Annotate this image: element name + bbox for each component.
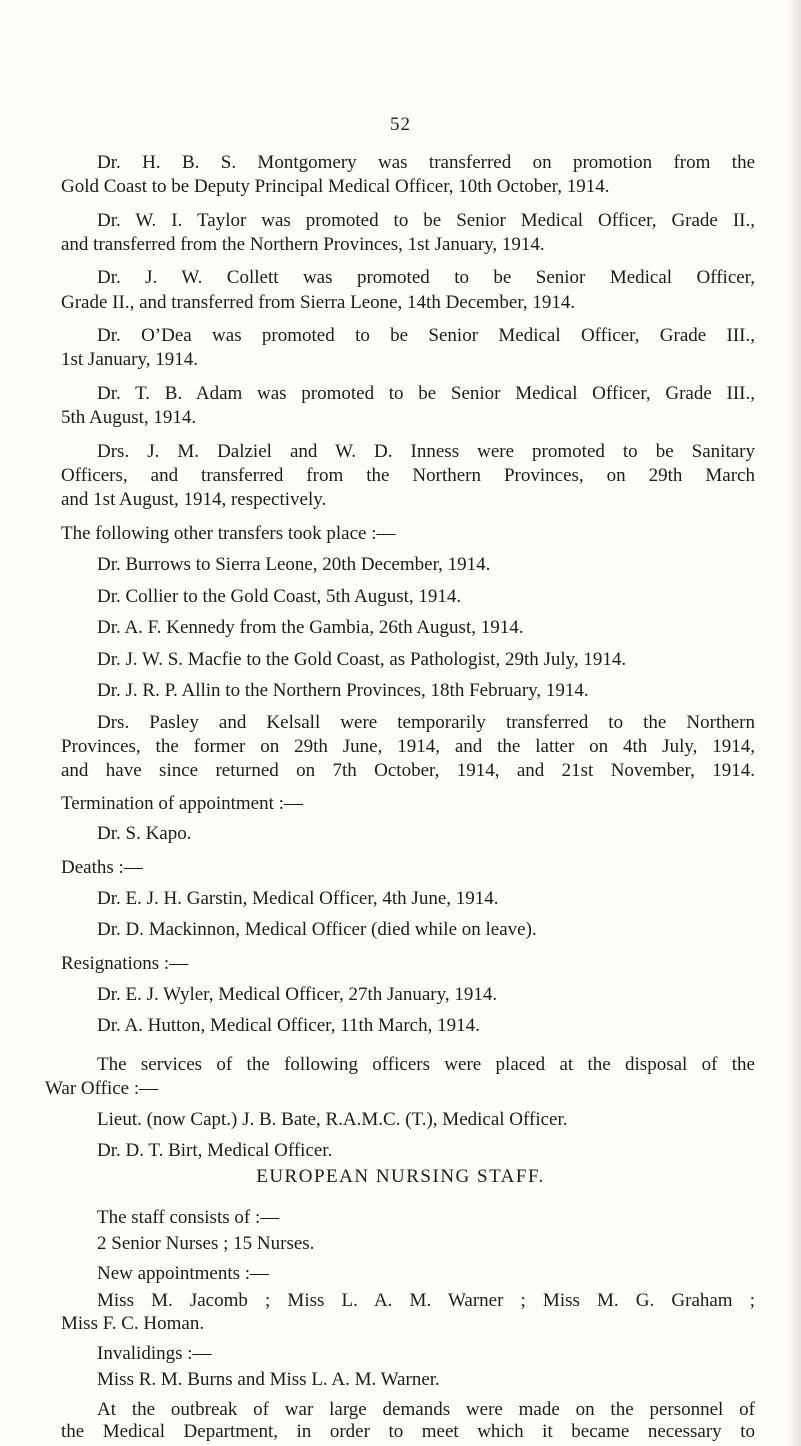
invalidings-line: Miss R. M. Burns and Miss L. A. M. Warner.: [97, 1369, 440, 1390]
resignation-item: Dr. E. J. Wyler, Medical Officer, 27th January, 1914.: [97, 984, 498, 1005]
paragraph-taylor-line-2: and transferred from the Northern Provinces, 1st January, 1914.: [61, 234, 545, 255]
paragraph-dalziel-line-2: Officers, and transferred from the Northern Provinces, on 29th March: [61, 465, 755, 486]
paragraph-adam-line-2: 5th August, 1914.: [61, 407, 197, 428]
war-office-line-1: The services of the following officers were placed at the disposal of the: [97, 1054, 755, 1075]
resignations-heading: Resignations :—: [61, 953, 189, 974]
war-office-item: Dr. D. T. Birt, Medical Officer.: [97, 1140, 333, 1161]
termination-item: Dr. S. Kapo.: [97, 823, 192, 844]
transfer-item: Dr. Burrows to Sierra Leone, 20th December, 1914.: [97, 554, 491, 575]
section-heading: EUROPEAN NURSING STAFF.: [256, 1166, 545, 1187]
paragraph-dalziel-line-3: and 1st August, 1914, respectively.: [61, 489, 327, 510]
transfers-heading: The following other transfers took place :—: [61, 523, 396, 544]
termination-heading: Termination of appointment :—: [61, 793, 303, 814]
war-outbreak-line-1: At the outbreak of war large demands were made on the personnel of: [97, 1399, 755, 1420]
new-appointments-line-2: Miss F. C. Homan.: [61, 1313, 205, 1334]
war-office-line-2: War Office :—: [45, 1078, 159, 1099]
new-appointments-heading: New appointments :—: [97, 1263, 270, 1284]
paragraph-taylor-line-1: Dr. W. I. Taylor was promoted to be Senior Medical Officer, Grade II.,: [97, 210, 755, 231]
paragraph-dalziel-line-1: Drs. J. M. Dalziel and W. D. Inness were promoted to be Sanitary: [97, 441, 755, 462]
death-item: Dr. E. J. H. Garstin, Medical Officer, 4th June, 1914.: [97, 888, 499, 909]
transfer-item: Dr. J. W. S. Macfie to the Gold Coast, as Pathologist, 29th July, 1914.: [97, 649, 627, 670]
new-appointments-line-1: Miss M. Jacomb ; Miss L. A. M. Warner ; Miss M. G. Graham ;: [97, 1290, 755, 1311]
death-item: Dr. D. Mackinnon, Medical Officer (died while on leave).: [97, 919, 537, 940]
deaths-heading: Deaths :—: [61, 857, 143, 878]
resignation-item: Dr. A. Hutton, Medical Officer, 11th March, 1914.: [97, 1015, 480, 1036]
paragraph-adam-line-1: Dr. T. B. Adam was promoted to be Senior Medical Officer, Grade III.,: [97, 383, 755, 404]
invalidings-heading: Invalidings :—: [97, 1343, 212, 1364]
paragraph-collett-line-2: Grade II., and transferred from Sierra Leone, 14th December, 1914.: [61, 292, 576, 313]
transfer-item: Dr. Collier to the Gold Coast, 5th August, 1914.: [97, 586, 462, 607]
paragraph-montgomery-line-2: Gold Coast to be Deputy Principal Medical Officer, 10th October, 1914.: [61, 176, 610, 197]
war-outbreak-line-2: the Medical Department, in order to meet which it became necessary to: [61, 1421, 755, 1442]
paragraph-odea-line-2: 1st January, 1914.: [61, 349, 199, 370]
transfer-item: Dr. J. R. P. Allin to the Northern Provinces, 18th February, 1914.: [97, 680, 589, 701]
transfer-item: Dr. A. F. Kennedy from the Gambia, 26th August, 1914.: [97, 617, 524, 638]
page-number: 52: [390, 114, 411, 135]
paragraph-collett-line-1: Dr. J. W. Collett was promoted to be Senior Medical Officer,: [97, 267, 755, 288]
page-edge-shadow: [787, 0, 801, 1446]
staff-heading: The staff consists of :—: [97, 1207, 280, 1228]
paragraph-montgomery-line-1: Dr. H. B. S. Montgomery was transferred on promotion from the: [97, 152, 755, 173]
paragraph-odea-line-1: Dr. O’Dea was promoted to be Senior Medical Officer, Grade III.,: [97, 325, 755, 346]
temporary-transfer-line-2: Provinces, the former on 29th June, 1914, and the latter on 4th July, 1914,: [61, 736, 755, 757]
temporary-transfer-line-3: and have since returned on 7th October, 1914, and 21st November, 1914.: [61, 760, 755, 781]
temporary-transfer-line-1: Drs. Pasley and Kelsall were temporarily transferred to the Northern: [97, 712, 755, 733]
war-office-item: Lieut. (now Capt.) J. B. Bate, R.A.M.C. (T.), Medical Officer.: [97, 1109, 568, 1130]
staff-line: 2 Senior Nurses ; 15 Nurses.: [97, 1233, 315, 1254]
